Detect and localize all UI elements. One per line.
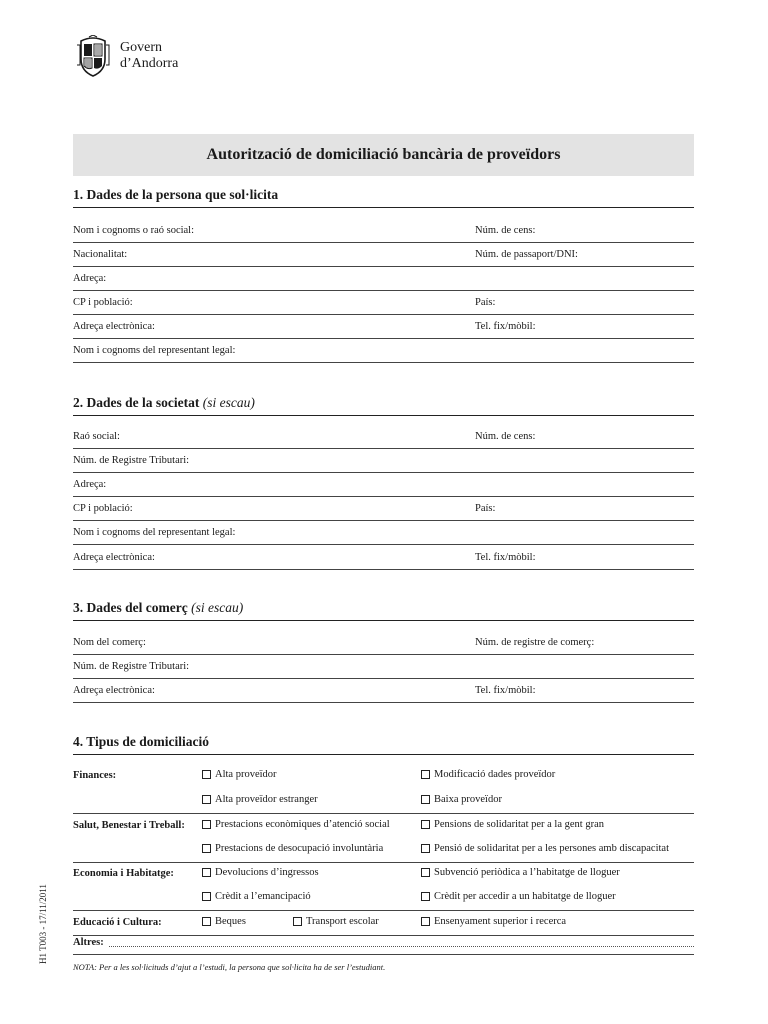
field-label: Adreça: [73,273,107,284]
option-devolucions[interactable] [202,867,319,878]
field-label: Nom del comerç: [73,637,146,648]
section3-heading [73,600,243,616]
checkbox[interactable] [421,892,430,901]
field-label: CP i població: [73,503,133,514]
checkbox[interactable] [202,770,211,779]
option-label: Subvenció periòdica a l’habitatge de lloguer [434,867,620,878]
option-pensio-discapacitat[interactable] [421,843,669,854]
govern-andorra-logo [74,35,204,79]
checkbox[interactable] [421,795,430,804]
economia-row-1 [73,862,694,886]
form-title-band [73,134,694,176]
field-adreca[interactable] [73,472,694,497]
option-credit-emancipacio[interactable] [202,891,311,902]
section3-rule [73,620,694,621]
field-label: Raó social: [73,431,120,442]
section2-heading [73,395,255,411]
checkbox[interactable] [421,844,430,853]
andorra-coat-of-arms-icon [74,35,112,77]
checkbox[interactable] [202,820,211,829]
field-label: Adreça electrònica: [73,321,155,332]
field-label: País: [475,297,496,308]
option-alta-estranger[interactable] [202,794,318,805]
option-label: Devolucions d’ingressos [215,867,319,878]
field-rao-social[interactable] [73,424,694,449]
option-label: Prestacions econòmiques d’atenció social [215,819,390,830]
option-ensenyament-superior[interactable] [421,916,566,927]
educacio-row [73,911,694,936]
salut-row-1 [73,814,694,838]
finances-row-1 [73,764,694,788]
option-label: Modificació dades proveïdor [434,769,556,780]
altres-rule [73,954,694,955]
form-code: H1 T003 - 17/11/2011 [38,884,48,964]
org-name-line1: Govern [120,40,162,55]
field-adreca-electronica[interactable] [73,678,694,703]
option-subvencio-lloguer[interactable] [421,867,620,878]
field-representant-legal[interactable] [73,338,694,363]
field-altres[interactable] [73,937,694,951]
field-adreca[interactable] [73,266,694,291]
option-label: Beques [215,916,246,927]
finances-row-2 [73,789,694,814]
field-label: Núm. de registre de comerç: [475,637,595,648]
section2-rule [73,415,694,416]
field-label: Nom i cognoms o raó social: [73,225,195,236]
org-name [120,40,178,72]
form-title: Autorització de domiciliació bancària de proveïdors [206,146,561,163]
altres-dotted-line [109,946,694,947]
category-educacio: Educació i Cultura: [73,917,162,928]
option-label: Baixa proveïdor [434,794,502,805]
field-nacionalitat[interactable] [73,242,694,267]
org-name-line2: d’Andorra [120,56,179,71]
section4-heading [73,734,209,750]
section4-heading-text: 4. Tipus de domiciliació [73,734,210,749]
option-alta-proveidor[interactable] [202,769,277,780]
section1-heading [73,187,278,203]
category-salut: Salut, Benestar i Treball: [73,820,185,831]
checkbox[interactable] [421,770,430,779]
checkbox[interactable] [202,868,211,877]
field-nom-cognoms[interactable] [73,218,694,243]
field-label: País: [475,503,496,514]
field-label: Nacionalitat: [73,249,128,260]
option-label: Alta proveïdor [215,769,277,780]
field-label: Adreça electrònica: [73,685,155,696]
checkbox[interactable] [421,917,430,926]
option-prestacions-economiques[interactable] [202,819,390,830]
field-representant-legal[interactable] [73,520,694,545]
field-label: CP i població: [73,297,133,308]
altres-label: Altres: [73,937,104,948]
option-transport-escolar[interactable] [293,916,379,927]
section3-heading-note: (si escau) [191,600,244,615]
option-credit-lloguer[interactable] [421,891,616,902]
option-pensions-solidaritat[interactable] [421,819,604,830]
section4-rule [73,754,694,755]
field-cp-poblacio[interactable] [73,496,694,521]
field-cp-poblacio[interactable] [73,290,694,315]
field-label: Núm. de Registre Tributari: [73,661,190,672]
section2-heading-note: (si escau) [202,395,255,410]
field-label: Núm. de cens: [475,225,536,236]
section1-heading-text: 1. Dades de la persona que sol·licita [73,187,279,202]
field-label: Nom i cognoms del representant legal: [73,527,236,538]
option-label: Pensions de solidaritat per a la gent gran [434,819,604,830]
option-modificacio-dades[interactable] [421,769,555,780]
option-label: Pensió de solidaritat per a les persones amb discapacitat [434,843,670,854]
option-label: Ensenyament superior i recerca [434,916,567,927]
field-adreca-electronica[interactable] [73,314,694,339]
economia-row-2 [73,886,694,911]
field-label: Adreça electrònica: [73,552,155,563]
field-label: Tel. fix/mòbil: [475,552,536,563]
field-label: Tel. fix/mòbil: [475,685,536,696]
option-label: Transport escolar [306,916,379,927]
checkbox[interactable] [202,892,211,901]
field-registre-tributari[interactable] [73,654,694,679]
option-prestacions-desocupacio[interactable] [202,843,383,854]
category-economia: Economia i Habitatge: [73,868,174,879]
salut-row-2 [73,838,694,863]
section2-heading-text: 2. Dades de la societat [73,395,200,410]
field-label: Nom i cognoms del representant legal: [73,345,236,356]
checkbox[interactable] [421,868,430,877]
option-beques[interactable] [202,916,246,927]
section3-heading-text: 3. Dades del comerç [73,600,188,615]
category-finances: Finances: [73,770,117,781]
option-label: Crèdit per accedir a un habitatge de lloguer [434,891,616,902]
checkbox[interactable] [293,917,302,926]
field-nom-comerc[interactable] [73,630,694,655]
field-label: Núm. de cens: [475,431,536,442]
checkbox[interactable] [202,844,211,853]
field-registre-tributari[interactable] [73,448,694,473]
nota-text: NOTA: Per a les sol·licituds d’ajut a l’estudi, la persona que sol·licita ha de ser l’estudiant. [73,962,386,972]
section1-rule [73,207,694,208]
field-label: Tel. fix/mòbil: [475,321,536,332]
field-label: Núm. de passaport/DNI: [475,249,578,260]
field-label: Núm. de Registre Tributari: [73,455,190,466]
checkbox[interactable] [202,795,211,804]
checkbox[interactable] [421,820,430,829]
option-label: Alta proveïdor estranger [215,794,318,805]
checkbox[interactable] [202,917,211,926]
field-label: Adreça: [73,479,107,490]
option-baixa-proveidor[interactable] [421,794,502,805]
option-label: Prestacions de desocupació involuntària [215,843,384,854]
option-label: Crèdit a l’emancipació [215,891,311,902]
field-adreca-electronica[interactable] [73,545,694,570]
